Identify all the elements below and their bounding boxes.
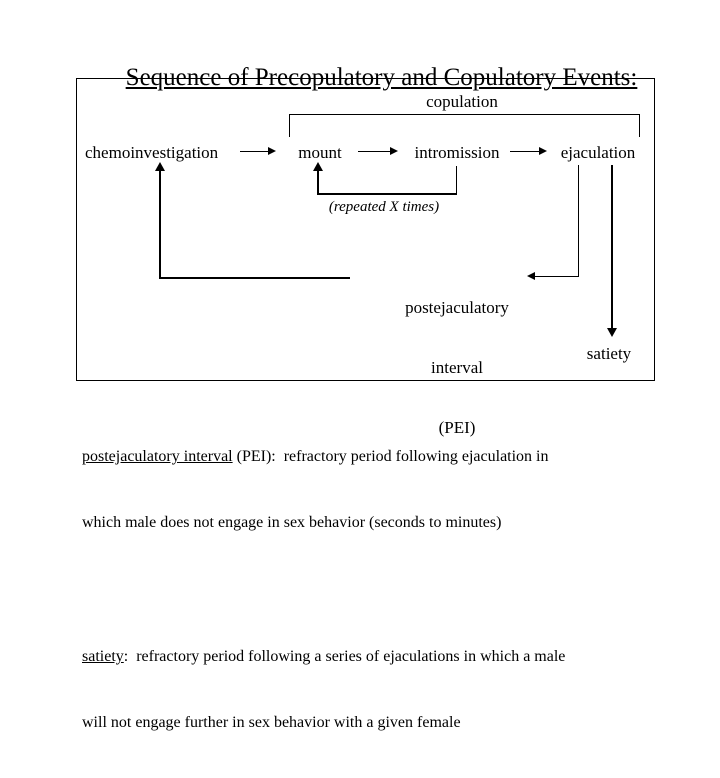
stage-label-mount: mount	[298, 143, 342, 162]
pei-to-chemo-arrowhead-up	[155, 162, 165, 171]
copulation-bracket	[289, 114, 640, 137]
flow-arrow-intromission-to-ejaculation-head	[539, 147, 547, 155]
repeat-loop-label: (repeated X times)	[328, 199, 440, 215]
definition-pei-term: postejaculatory interval	[82, 448, 233, 465]
definition-satiety-term: satiety	[82, 648, 124, 665]
flow-arrow-mount-to-intromission-line	[358, 151, 391, 152]
flow-arrow-chemo-to-mount-line	[240, 151, 270, 152]
flow-arrow-chemo-to-mount-head	[268, 147, 276, 155]
definition-satiety	[82, 602, 565, 778]
ejaculation-to-satiety-line	[611, 165, 613, 330]
definition-pei-line2: which male does not engage in sex behavior (seconds to minutes)	[82, 514, 502, 531]
definitions	[82, 402, 565, 778]
definition-pei-line1-rest: (PEI): refractory period following ejaculation in	[232, 448, 549, 465]
copulation-label: copulation	[426, 92, 498, 111]
stage-label-ejaculation: ejaculation	[560, 143, 636, 162]
ejaculation-to-pei-line	[529, 165, 579, 277]
pei-to-chemo-feedback-line	[159, 170, 350, 279]
definition-satiety-line1-rest: : refractory period following a series of ejaculations in which a male	[123, 648, 566, 665]
ejaculation-to-pei-arrowhead-left	[527, 272, 535, 280]
slide-title-text: Sequence of Precopulatory and Copulatory Events:	[125, 64, 638, 91]
flow-arrow-intromission-to-ejaculation-line	[510, 151, 540, 152]
ejaculation-to-satiety-arrowhead-down	[607, 328, 617, 337]
pei-label-line3: (PEI)	[438, 418, 476, 437]
satiety-label: satiety	[586, 344, 632, 363]
pei-label-line1: postejaculatory	[405, 298, 509, 317]
definition-satiety-line1	[82, 646, 565, 668]
stage-label-intromission: intromission	[414, 143, 500, 162]
definition-satiety-line2: will not engage further in sex behavior with a given female	[82, 714, 461, 731]
definition-pei-line1	[82, 446, 565, 468]
stage-label-chemoinvestigation: chemoinvestigation	[85, 143, 219, 162]
definition-pei	[82, 402, 565, 578]
flow-arrow-mount-to-intromission-head	[390, 147, 398, 155]
pei-label-line2: interval	[431, 358, 483, 377]
